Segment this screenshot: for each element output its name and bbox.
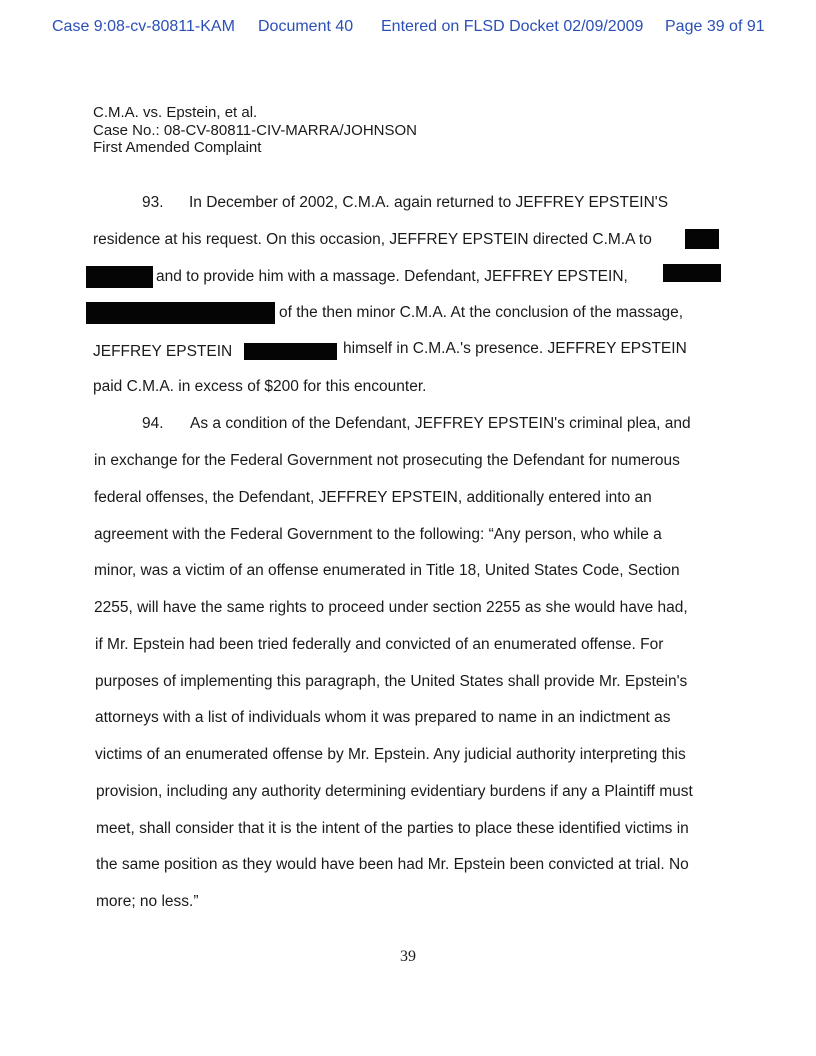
p94-text-11: provision, including any authority determining evidentiary burdens if any a Plaintiff must — [96, 783, 693, 800]
p94-text-1: As a condition of the Defendant, JEFFREY EPSTEIN's criminal plea, and — [190, 415, 691, 432]
p94-line-2 — [94, 452, 718, 474]
paragraph-number: 93. — [142, 194, 164, 211]
p94-text-7: if Mr. Epstein had been tried federally and convicted of an enumerated offense. For — [95, 636, 664, 653]
p94-line-4 — [94, 526, 718, 548]
caption-parties: C.M.A. vs. Epstein, et al. — [93, 104, 258, 121]
paragraph-number: 94. — [142, 415, 164, 432]
p94-line-13 — [96, 856, 720, 878]
redaction-block — [685, 229, 719, 249]
p94-text-8: purposes of implementing this paragraph, the United States shall provide Mr. Epstein's — [95, 673, 688, 690]
p94-text-6: 2255, will have the same rights to proceed under section 2255 as she would have had, — [94, 599, 688, 616]
p94-line-12 — [96, 820, 720, 842]
p94-line-3 — [94, 489, 718, 511]
p93-line-1 — [142, 194, 718, 216]
p93-line-4 — [279, 304, 719, 326]
p93-text-4: of the then minor C.M.A. At the conclusion of the massage, — [279, 304, 684, 321]
p94-text-4: agreement with the Federal Government to the following: “Any person, who while a — [94, 526, 662, 543]
p93-text-6: paid C.M.A. in excess of $200 for this encounter. — [93, 378, 427, 395]
p94-text-14: more; no less.” — [96, 893, 199, 910]
docket-header — [0, 18, 816, 40]
caption-case-number: Case No.: 08-CV-80811-CIV-MARRA/JOHNSON — [93, 121, 417, 139]
p93-text-5b: himself in C.M.A.'s presence. JEFFREY EPSTEIN — [343, 340, 687, 357]
p94-text-2: in exchange for the Federal Government not prosecuting the Defendant for numerous — [94, 452, 680, 469]
p93-text-2: residence at his request. On this occasion, JEFFREY EPSTEIN directed C.M.A to — [93, 231, 652, 248]
p94-text-13: the same position as they would have been had Mr. Epstein been convicted at trial. No — [96, 856, 689, 873]
p93-line-5b — [343, 340, 719, 362]
page-indicator: Page 39 of 91 — [665, 18, 765, 35]
p94-line-10 — [95, 746, 719, 768]
p94-text-3: federal offenses, the Defendant, JEFFREY EPSTEIN, additionally entered into an — [94, 489, 652, 506]
p94-text-12: meet, shall consider that it is the intent of the parties to place these identified victims in — [96, 820, 689, 837]
p93-text-1: In December of 2002, C.M.A. again returned to JEFFREY EPSTEIN'S — [189, 194, 669, 211]
p93-text-5a: JEFFREY EPSTEIN — [93, 343, 233, 360]
p94-line-11 — [96, 783, 720, 805]
p93-line-5a — [93, 343, 243, 365]
case-caption — [93, 104, 417, 157]
redaction-block — [663, 264, 721, 282]
p94-line-6 — [94, 599, 718, 621]
p93-line-2 — [93, 231, 693, 253]
p94-line-9 — [95, 709, 719, 731]
p94-line-5 — [94, 562, 718, 584]
case-number: Case 9:08-cv-80811-KAM — [52, 18, 235, 35]
p94-line-14 — [96, 893, 396, 915]
caption-document-title: First Amended Complaint — [93, 139, 262, 156]
p93-line-3 — [156, 268, 656, 290]
p94-line-8 — [95, 673, 719, 695]
p94-text-9: attorneys with a list of individuals whom it was prepared to name in an indictment as — [95, 709, 671, 726]
p94-text-5: minor, was a victim of an offense enumerated in Title 18, United States Code, Section — [94, 562, 680, 579]
p94-line-7 — [95, 636, 719, 658]
redaction-block — [86, 302, 275, 324]
p93-line-6 — [93, 378, 493, 400]
redaction-block — [244, 343, 337, 360]
page-number: 39 — [400, 948, 416, 965]
p93-text-3: and to provide him with a massage. Defendant, JEFFREY EPSTEIN, — [156, 268, 628, 285]
p94-line-1 — [142, 415, 718, 437]
p94-text-10: victims of an enumerated offense by Mr. Epstein. Any judicial authority interpreting this — [95, 746, 686, 763]
document-number: Document 40 — [258, 18, 354, 35]
redaction-block — [86, 266, 153, 288]
docket-entry-date: Entered on FLSD Docket 02/09/2009 — [381, 18, 644, 35]
